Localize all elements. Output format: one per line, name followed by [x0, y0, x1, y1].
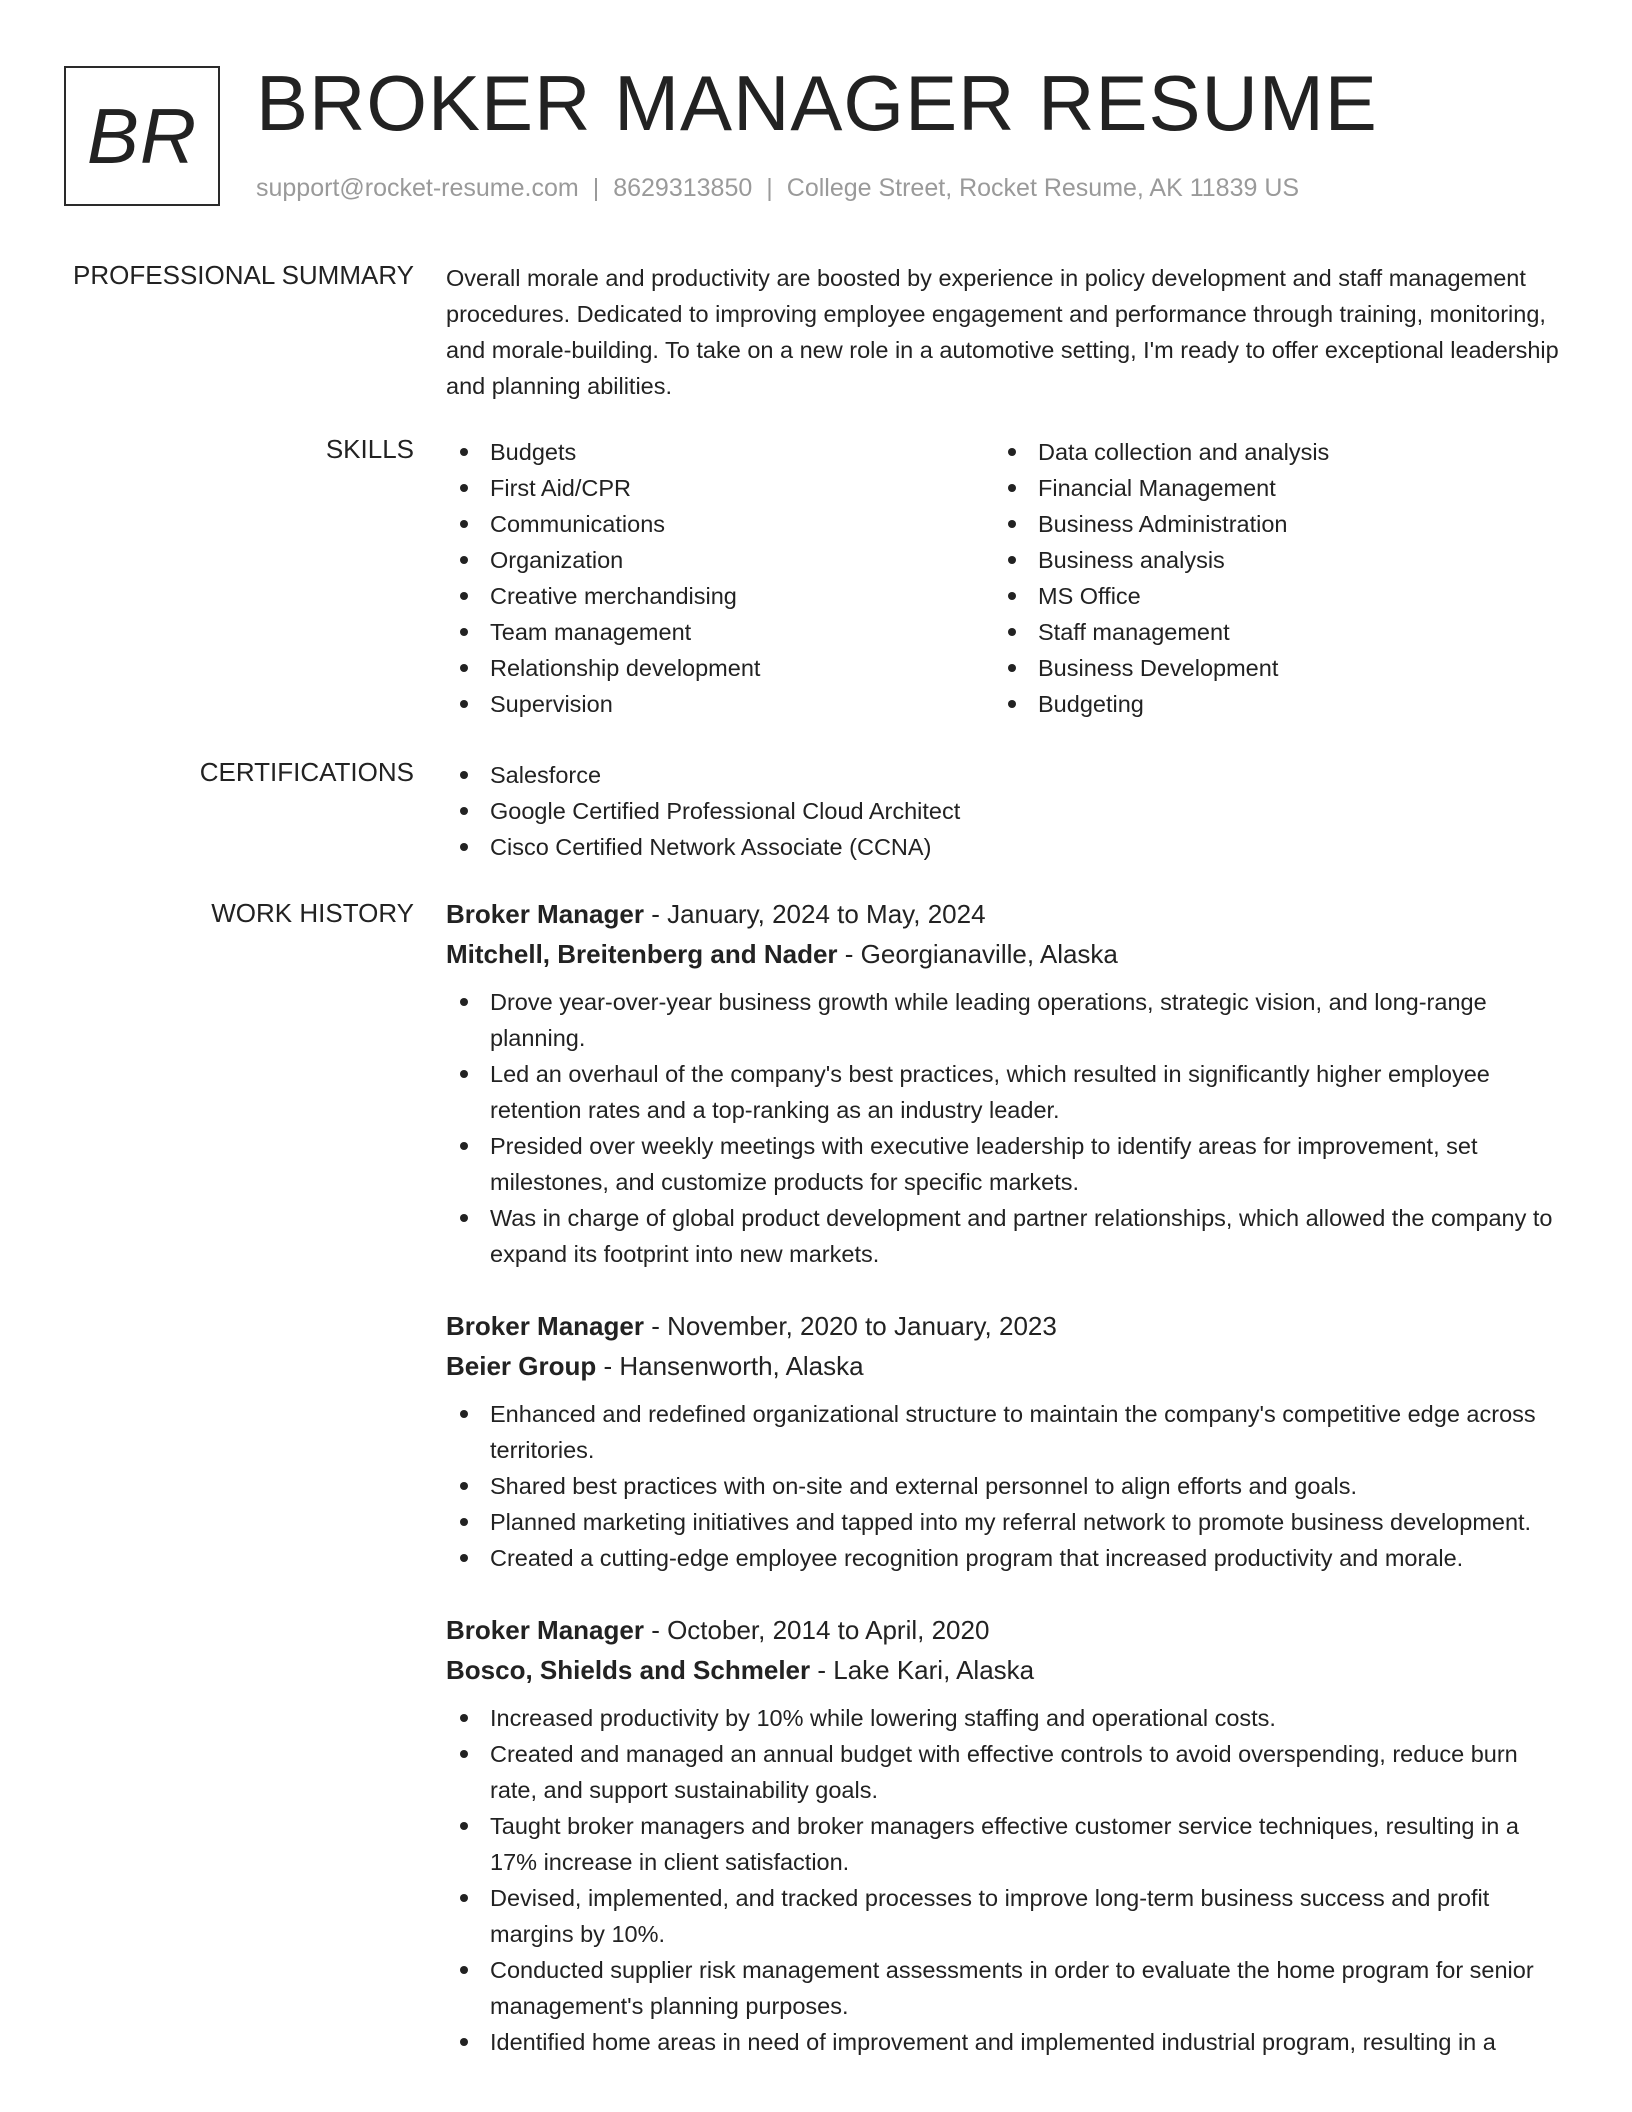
- job-title-line: [446, 894, 1561, 934]
- job-bullets: [446, 1700, 1561, 2060]
- job-title: Broker Manager: [446, 1615, 644, 1645]
- skill-item: Communications: [446, 506, 994, 542]
- job-bullet: Created a cutting-edge employee recognition program that increased productivity and morale.: [446, 1540, 1561, 1576]
- job-bullet: Led an overhaul of the company's best practices, which resulted in significantly higher employee retention rates and a top-ranking as an industry leader.: [446, 1056, 1561, 1128]
- job-entry: [446, 894, 1561, 1272]
- job-entry: [446, 1306, 1561, 1576]
- job-company-line: [446, 934, 1561, 974]
- job-dates: - January, 2024 to May, 2024: [643, 899, 986, 929]
- job-bullet: Created and managed an annual budget with effective controls to avoid overspending, reduce burn rate, and support sustainability goals.: [446, 1736, 1561, 1808]
- certifications-list: [446, 757, 1561, 865]
- job-bullet: Taught broker managers and broker managers effective customer service techniques, resulting in a 17% increase in client satisfaction.: [446, 1808, 1561, 1880]
- job-bullets: [446, 1396, 1561, 1576]
- contact-phone: 8629313850: [613, 174, 753, 202]
- skills-body: [446, 434, 1561, 722]
- job-title-line: [446, 1306, 1561, 1346]
- contact-address: College Street, Rocket Resume, AK 11839 US: [786, 174, 1300, 202]
- certification-item: Salesforce: [446, 757, 1561, 793]
- job-bullet: Was in charge of global product development and partner relationships, which allowed the company to expand its footprint into new markets.: [446, 1200, 1561, 1272]
- skills-heading: SKILLS: [325, 434, 414, 464]
- job-location: - Lake Kari, Alaska: [810, 1655, 1035, 1685]
- skill-item: Supervision: [446, 686, 994, 722]
- skill-item: Relationship development: [446, 650, 994, 686]
- job-bullet: Identified home areas in need of improvement and implemented industrial program, resulting in a: [446, 2024, 1561, 2060]
- job-location: - Hansenworth, Alaska: [596, 1351, 864, 1381]
- job-bullet: Drove year-over-year business growth while leading operations, strategic vision, and long-range planning.: [446, 984, 1561, 1056]
- skill-item: Budgeting: [994, 686, 1542, 722]
- contact-line: [256, 174, 1299, 203]
- job-dates: - October, 2014 to April, 2020: [643, 1615, 990, 1645]
- job-bullet: Devised, implemented, and tracked processes to improve long-term business success and profit margins by 10%.: [446, 1880, 1561, 1952]
- job-entry: [446, 1610, 1561, 2060]
- skill-item: Team management: [446, 614, 994, 650]
- job-company: Mitchell, Breitenberg and Nader: [446, 939, 838, 969]
- contact-email: support@rocket-resume.com: [256, 174, 579, 202]
- skill-item: Organization: [446, 542, 994, 578]
- skill-item: Data collection and analysis: [994, 434, 1542, 470]
- certifications-heading: CERTIFICATIONS: [199, 757, 414, 787]
- skill-item: Staff management: [994, 614, 1542, 650]
- skills-list-left: [446, 434, 994, 722]
- skill-item: Budgets: [446, 434, 994, 470]
- work-history-body: [446, 894, 1561, 2094]
- job-location: - Georgianaville, Alaska: [837, 939, 1118, 969]
- monogram-box: [64, 66, 220, 206]
- skill-item: MS Office: [994, 578, 1542, 614]
- skills-list-right: [994, 434, 1542, 722]
- job-company: Bosco, Shields and Schmeler: [446, 1655, 811, 1685]
- job-bullet: Presided over weekly meetings with executive leadership to identify areas for improvement, set milestones, and customize products for specific markets.: [446, 1128, 1561, 1200]
- job-title-line: [446, 1610, 1561, 1650]
- certifications-body: [446, 757, 1561, 865]
- job-company-line: [446, 1346, 1561, 1386]
- job-bullet: Shared best practices with on-site and external personnel to align efforts and goals.: [446, 1468, 1561, 1504]
- certification-item: Google Certified Professional Cloud Architect: [446, 793, 1561, 829]
- work-history-heading: WORK HISTORY: [211, 898, 414, 928]
- job-company: Beier Group: [446, 1351, 597, 1381]
- job-title: Broker Manager: [446, 1311, 644, 1341]
- skill-item: Financial Management: [994, 470, 1542, 506]
- monogram-initials: BR: [86, 91, 198, 180]
- skill-item: First Aid/CPR: [446, 470, 994, 506]
- skill-item: Creative merchandising: [446, 578, 994, 614]
- contact-separator: |: [592, 174, 600, 202]
- resume-title: BROKER MANAGER RESUME: [256, 59, 1378, 147]
- certification-item: Cisco Certified Network Associate (CCNA): [446, 829, 1561, 865]
- job-title: Broker Manager: [446, 899, 644, 929]
- job-bullet: Increased productivity by 10% while lowering staffing and operational costs.: [446, 1700, 1561, 1736]
- job-bullet: Enhanced and redefined organizational structure to maintain the company's competitive edge across territories.: [446, 1396, 1561, 1468]
- skill-item: Business analysis: [994, 542, 1542, 578]
- summary-body: [446, 260, 1561, 404]
- skill-item: Business Development: [994, 650, 1542, 686]
- job-bullet: Conducted supplier risk management assessments in order to evaluate the home program for senior management's planning purposes.: [446, 1952, 1561, 2024]
- job-bullet: Planned marketing initiatives and tapped into my referral network to promote business development.: [446, 1504, 1561, 1540]
- skill-item: Business Administration: [994, 506, 1542, 542]
- contact-separator: |: [766, 174, 773, 202]
- job-bullets: [446, 984, 1561, 1272]
- summary-text: Overall morale and productivity are boosted by experience in policy development and staff management procedures. Dedicated to improving employee engagement and performance through training, monitoring, and morale-building. To take on a new role in a automotive setting, I'm ready to offer exceptional leadership and planning abilities.: [446, 265, 1559, 399]
- summary-heading: PROFESSIONAL SUMMARY: [73, 260, 414, 290]
- job-company-line: [446, 1650, 1561, 1690]
- job-dates: - November, 2020 to January, 2023: [643, 1311, 1057, 1341]
